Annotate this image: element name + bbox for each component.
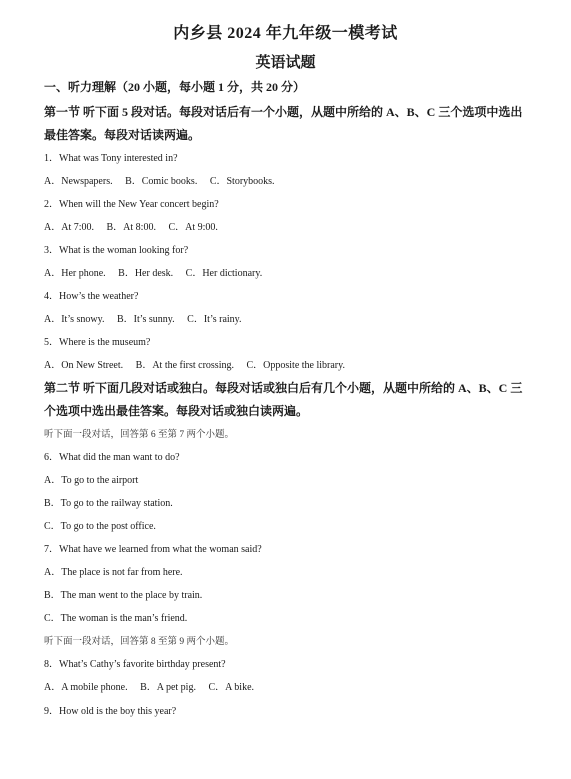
option-b: B．Her desk. — [118, 268, 174, 279]
option-c: C．Opposite the library. — [246, 360, 345, 371]
question-options — [44, 221, 218, 235]
option-b: B．At 8:00. — [106, 222, 156, 233]
section1-instructions-line2: 最佳答案。每段对话读两遍。 — [44, 128, 201, 142]
option-a: A．The place is not far from here. — [44, 567, 183, 578]
part-heading: 一、听力理解（20 小题，每小题 1 分，共 20 分） — [44, 80, 306, 94]
section2-instructions-line1: 第二节 听下面几段对话或独白。每段对话或独白后有几个小题，从题中所给的 A、B、C 三 — [44, 381, 523, 395]
listening-instruction: 听下面一段对话，回答第 6 至第 7 两个小题。 — [44, 430, 235, 440]
option-b: B．A pet pig. — [140, 682, 196, 693]
question-text: 6．What did the man want to do? — [44, 452, 180, 463]
option-a: A．A mobile phone. — [44, 682, 128, 693]
question-text: 2．When will the New Year concert begin? — [44, 199, 219, 210]
section2-instructions-line2: 个选项中选出最佳答案。每段对话或独白读两遍。 — [44, 404, 309, 418]
question-text: 9．How old is the boy this year? — [44, 706, 177, 717]
option-c: C．At 9:00. — [168, 222, 218, 233]
question-text: 5．Where is the museum? — [44, 337, 151, 348]
question-options — [44, 313, 242, 327]
question-options — [44, 175, 275, 189]
option-c: C．Her dictionary. — [185, 268, 263, 279]
option-a: A．On New Street. — [44, 360, 124, 371]
question-text: 7．What have we learned from what the woman said? — [44, 544, 262, 555]
question-text: 3．What is the woman looking for? — [44, 245, 189, 256]
question-text: 1．What was Tony interested in? — [44, 153, 178, 164]
section1-instructions-line1: 第一节 听下面 5 段对话。每段对话后有一个小题，从题中所给的 A、B、C 三个选项中选出 — [44, 105, 523, 119]
option-a: A．Her phone. — [44, 268, 106, 279]
option-b: B．The man went to the place by train. — [44, 590, 203, 601]
exam-title: 内乡县 2024 年九年级一模考试 — [173, 25, 398, 42]
option-c: C．A bike. — [208, 682, 255, 693]
option-a: A．Newspapers. — [44, 176, 113, 187]
option-c: C．It’s rainy. — [187, 314, 242, 325]
question-options — [44, 681, 254, 695]
option-b: B．It’s sunny. — [116, 314, 175, 325]
option-c: C．To go to the post office. — [44, 521, 156, 532]
option-c: C．Storybooks. — [209, 176, 275, 187]
option-a: A．At 7:00. — [44, 222, 94, 233]
option-b: B．To go to the railway station. — [44, 498, 173, 509]
question-text: 4．How’s the weather? — [44, 291, 139, 302]
question-options — [44, 267, 262, 281]
option-b: B．Comic books. — [125, 176, 198, 187]
question-options — [44, 359, 345, 373]
option-a: A．To go to the airport — [44, 475, 139, 486]
option-b: B．At the first crossing. — [135, 360, 234, 371]
exam-subtitle: 英语试题 — [255, 55, 316, 71]
question-text: 8．What’s Cathy’s favorite birthday present? — [44, 659, 226, 670]
option-c: C．The woman is the man’s friend. — [44, 613, 188, 624]
option-a: A．It’s snowy. — [44, 314, 105, 325]
listening-instruction: 听下面一段对话，回答第 8 至第 9 两个小题。 — [44, 637, 235, 647]
